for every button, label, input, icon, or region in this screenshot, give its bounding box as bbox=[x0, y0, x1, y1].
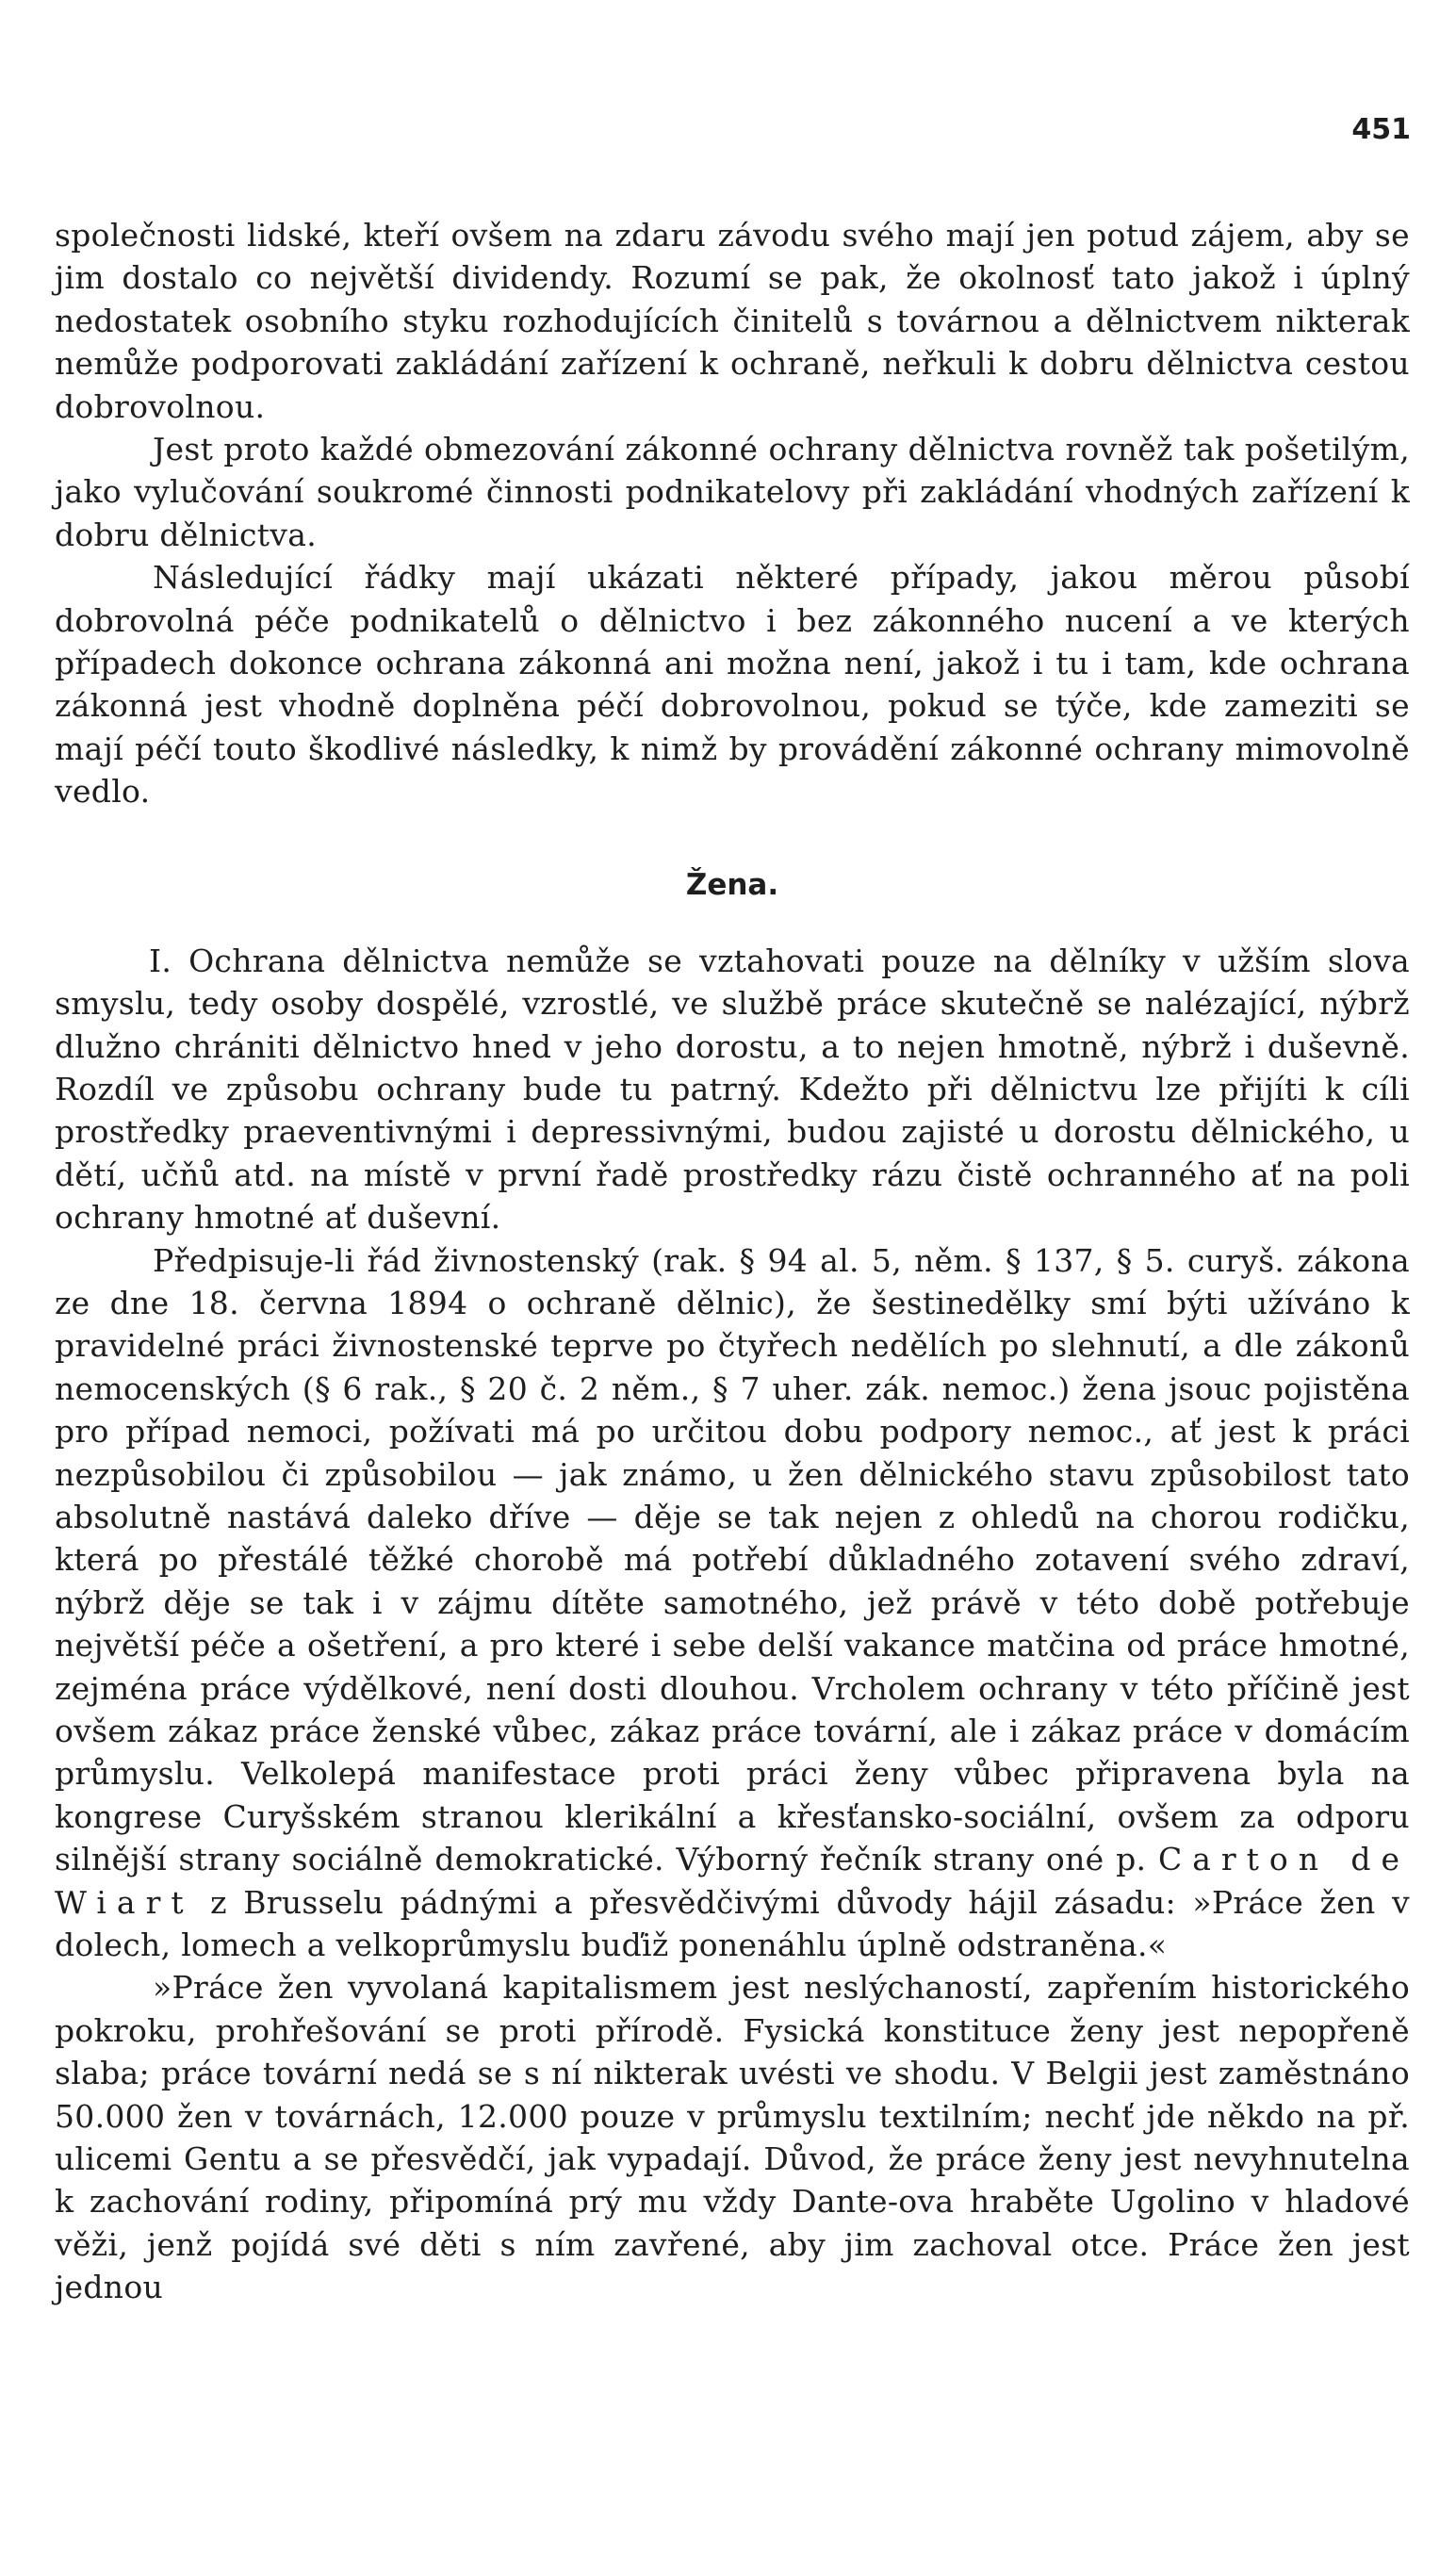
paragraph-continuation: společnosti lidské, kteří ovšem na zdaru závodu svého mají jen potud zájem, aby se jim dostalo co největší dividendy. Rozumí se pak, že okolnosť tato jakož i úplný nedostatek osobního styku rozhodujících činitelů s továrnou a dělnictvem nikterak nemůže podporovati zakládání zařízení k ochraně, neřkuli k dobru dělnictva cestou dobrovolnou. bbox=[55, 217, 1410, 425]
paragraph-predpisuje-text-cont: z Brusselu pádnými a přesvědčivými důvody hájil zásadu: »Práce žen v dolech, lomech a velkoprůmyslu buďiž ponenáhlu úplně odstraněna.« bbox=[55, 1883, 1410, 1964]
paragraph-ochrana-delnictva: I. Ochrana dělnictva nemůže se vztahovati pouze na dělníky v užším slova smyslu, tedy osoby dospělé, vzrostlé, ve službě práce skutečně se nalézající, nýbrž dlužno chrániti dělnictvo hned v jeho dorostu, a to nejen hmotně, nýbrž i duševně. Rozdíl ve způsobu ochrany bude tu patrný. Kdežto při dělnictvu lze přijíti k cíli prostředky praeventivnými i depressivnými, budou zajisté u dorostu dělnického, u dětí, učňů atd. na místě v první řadě prostředky rázu čistě ochranného ať na poli ochrany hmotné ať duševní. bbox=[55, 942, 1410, 1237]
paragraph-prace-zen: »Práce žen vyvolaná kapitalismem jest neslýchaností, zapřením historického pokroku, prohřešování se proti přírodě. Fysická konstituce ženy jest nepopřeně slaba; práce tovární nedá se s ní nikterak uvésti ve shodu. V Belgii jest zaměstnáno 50.000 žen v továrnách, 12.000 pouze v průmyslu textilním; nechť jde někdo na př. ulicemi Gentu a se přesvědčí, jak vypadají. Důvod, že práce ženy jest nevyhnutelna k zachování rodiny, připomíná prý mu vždy Dante-ova hraběte Ugolino v hladové věži, jenž pojídá své děti s ním zavřené, aby jim zachoval otce. Práce žen jest jednou bbox=[55, 1969, 1410, 2306]
paragraph-predpisuje-text: Předpisuje-li řád živnostenský (rak. § 94 al. 5, něm. § 137, § 5. curyš. zákona ze dne 18. června 1894 o ochraně dělnic), že šestinedělky smí býti užíváno k pravidelné práci živnostenské teprve po čtyřech nedělích po slehnutí, a dle zákonů nemocenských (§ 6 rak., § 20 č. 2 něm., § 7 uher. zák. nemoc.) žena jsouc pojistěna pro případ nemoci, požívati má po určitou dobu podpory nemoc., ať jest k práci nezpůsobilou či způsobilou — jak známo, u žen dělnického stavu způsobilost tato absolutně nastává daleko dříve — děje se tak nejen z ohledů na chorou rodičku, která po přestálé těžké chorobě má potřebí důkladného zotavení svého zdraví, nýbrž děje se tak i v zájmu dítěte samotného, jež právě v této době potřebuje největší péče a ošetření, a pro které i sebe delší vakance matčina od práce hmotné, zejména práce výdělkové, není dosti dlouhou. Vrcholem ochrany v této příčině jest ovšem zákaz práce ženské vůbec, zákaz práce tovární, ale i zákaz práce v domácím průmyslu. Velkolepá manifestace proti práci ženy vůbec připravena byla na kongrese Curyšském stranou klerikální a křesťansko-sociální, ovšem za odporu silnější strany sociálně demokratické. Výborný řečník strany oné p. bbox=[55, 1241, 1410, 1878]
body-text bbox=[55, 214, 1410, 2309]
paragraph-obmezovani: Jest proto každé obmezování zákonné ochrany dělnictva rovněž tak pošetilým, jako vylučování soukromé činnosti podnikatelovy při zakládání vhodných zařízení k dobru dělnictva. bbox=[55, 431, 1410, 553]
paragraph-predpisuje bbox=[55, 1239, 1410, 1967]
page-number: 451 bbox=[1351, 113, 1411, 146]
speaker-name: Carton de Wiart bbox=[55, 1841, 1411, 1921]
section-heading: Žena. bbox=[685, 867, 779, 902]
paragraph-nasledujici: Následující řádky mají ukázati některé případy, jakou měrou působí dobrovolná péče podnikatelů o dělnictvo i bez zákonného nucení a ve kterých případech dokonce ochrana zákonná ani možna není, jakož i tu i tam, kde ochrana zákonná jest vhodně doplněna péčí dobrovolnou, pokud se týče, kde zameziti se mají péčí touto škodlivé následky, k nimž by provádění zákonné ochrany mimovolně vedlo. bbox=[55, 559, 1410, 811]
